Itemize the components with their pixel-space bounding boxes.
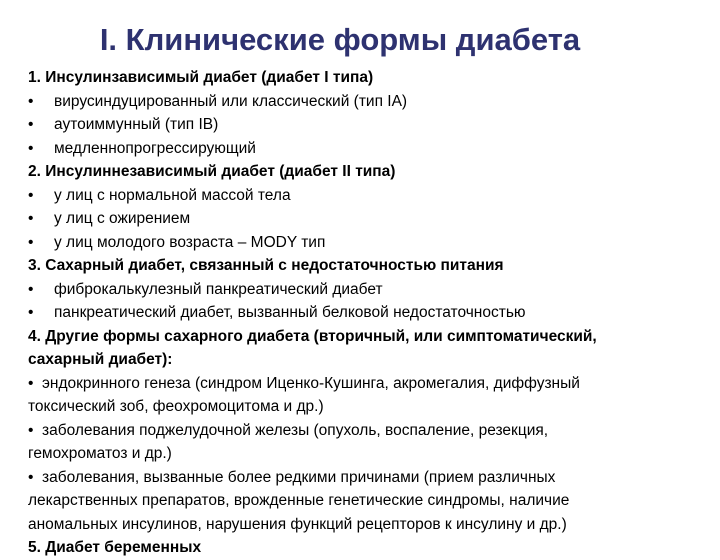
bullet-icon: • — [28, 233, 34, 251]
section-1-heading: 1. Инсулинзависимый диабет (диабет I типа) — [28, 69, 374, 86]
list-item: • заболевания, вызванные более редкими причинами (прием различных лекарственных препаратов, врожденные генетические синдромы, наличие аномальных инсулинов, нарушения функций рецепторов к инсулину и др.) — [28, 466, 698, 537]
list-item: • медленнопрогрессирующий — [28, 137, 698, 161]
list-item: • фиброкалькулезный панкреатический диабет — [28, 278, 698, 302]
list-item: • панкреатический диабет, вызванный белковой недостаточностью — [28, 301, 698, 325]
section-2-heading: 2. Инсулиннезависимый диабет (диабет II типа) — [28, 163, 396, 180]
section-5-heading: 5. Диабет беременных — [28, 539, 202, 556]
bullet-icon: • — [28, 374, 34, 392]
bullet-icon: • — [28, 116, 34, 133]
bullet-icon: • — [28, 304, 34, 321]
bullet-icon: • — [28, 139, 34, 157]
list-item: • заболевания поджелудочной железы (опухоль, воспаление, резекция, гемохроматоз и др.) — [28, 419, 698, 466]
bullet-icon: • — [28, 210, 34, 227]
section-4-heading — [28, 325, 698, 372]
list-item: • эндокринного генеза (синдром Иценко-Кушинга, акромегалия, диффузный токсический зоб, феохромоцитома и др.) — [28, 372, 698, 419]
bullet-icon: • — [28, 421, 34, 439]
slide-title: I. Клинические формы диабета — [99, 22, 581, 57]
classification-list — [28, 66, 698, 560]
list-item: • вирусиндуцированный или классический (тип IA) — [28, 90, 698, 114]
bullet-icon: • — [28, 92, 34, 110]
list-item: • у лиц с ожирением — [28, 207, 698, 231]
section-4-heading-line: сахарный диабет): — [28, 351, 173, 368]
list-item: • у лиц с нормальной массой тела — [28, 184, 698, 208]
section-3-heading: 3. Сахарный диабет, связанный с недостаточностью питания — [28, 257, 504, 274]
list-item: • у лиц молодого возраста – MODY тип — [28, 231, 698, 255]
bullet-icon: • — [28, 468, 34, 486]
list-item: • аутоиммунный (тип IB) — [28, 113, 698, 137]
bullet-icon: • — [28, 186, 34, 204]
section-4-heading-line: 4. Другие формы сахарного диабета (вторичный, или симптоматический, — [28, 327, 597, 345]
bullet-icon: • — [28, 280, 34, 298]
